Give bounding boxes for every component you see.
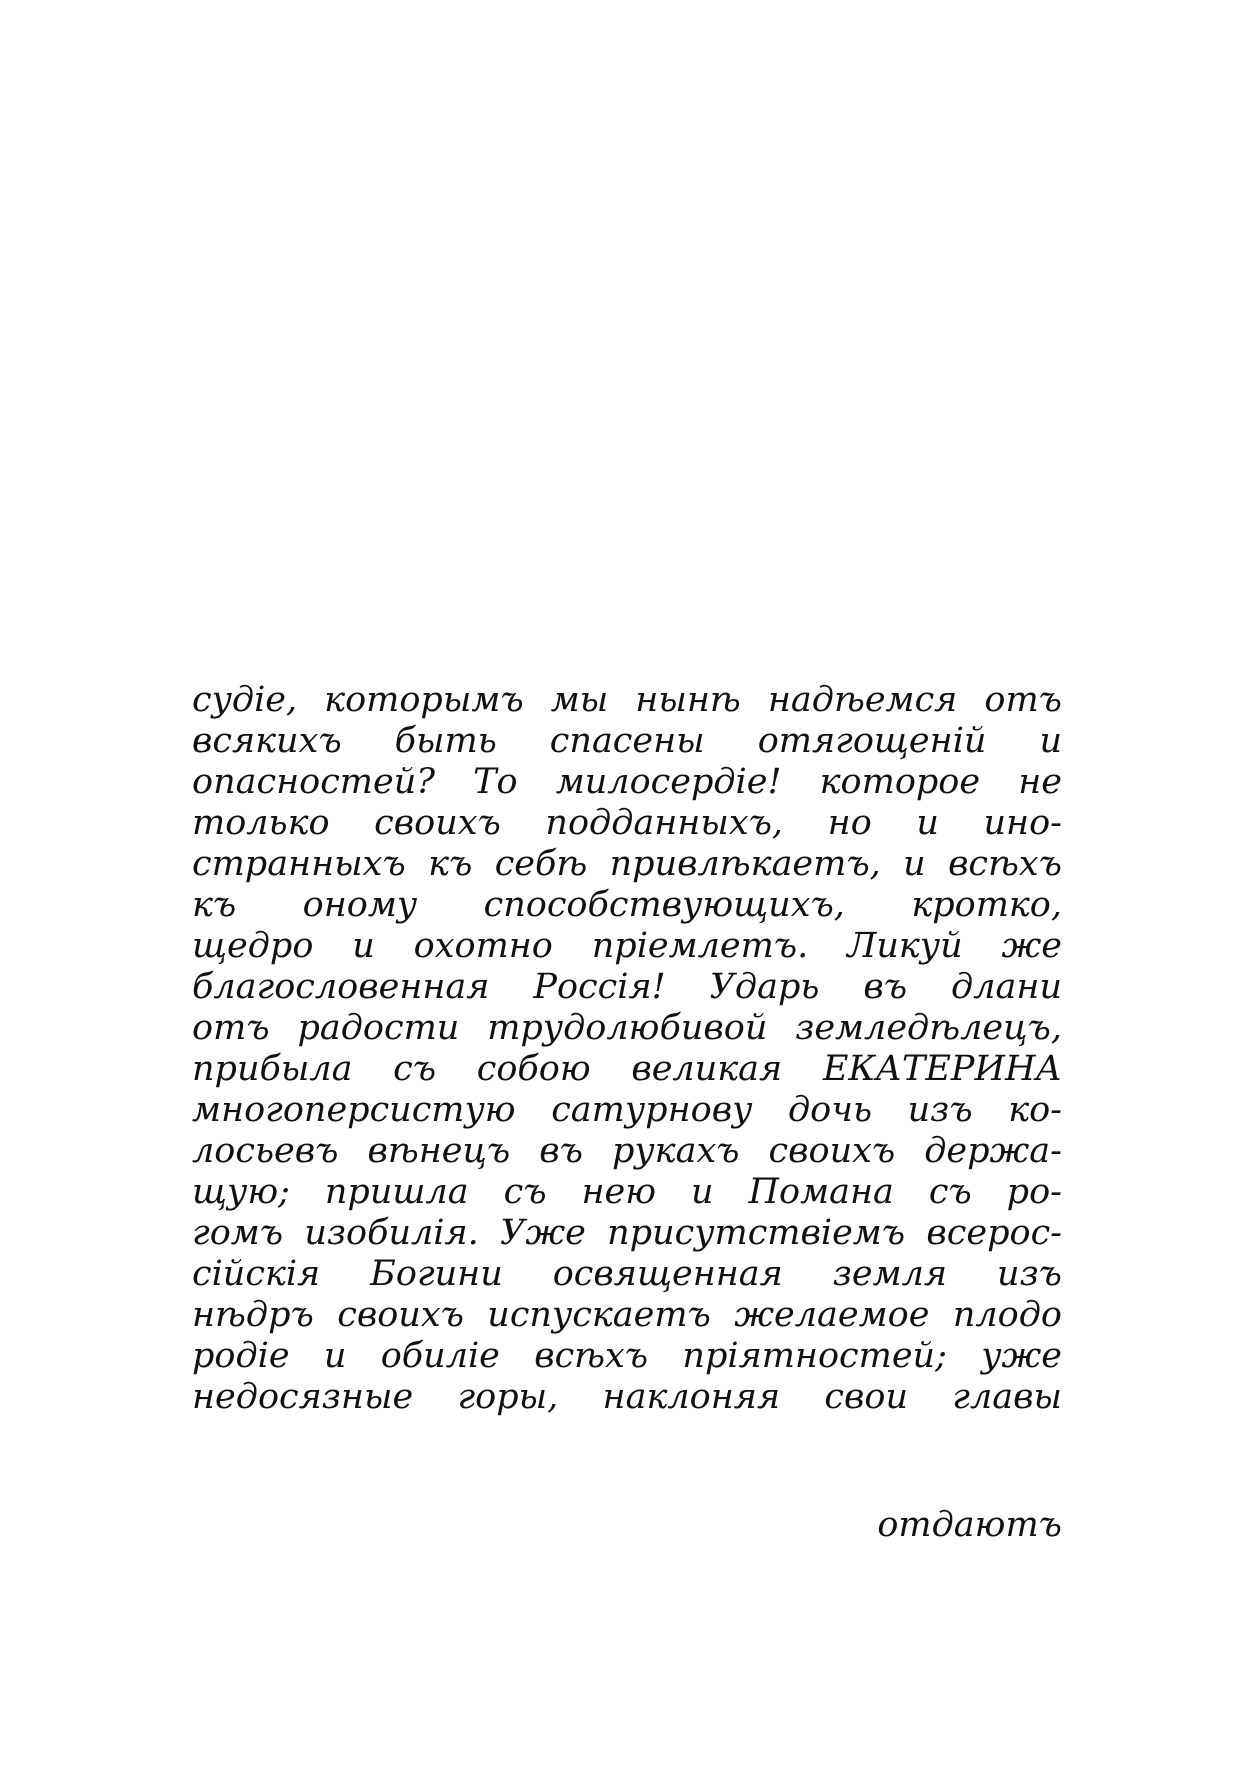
text-line: нѣдръ своихъ испускаетъ желаемое плодо: [192, 1295, 1062, 1335]
text-line: многоперсистую сатурнову дочь изъ ко-: [192, 1090, 1062, 1130]
text-line: отъ радости трудолюбивой земледѣлецъ,: [192, 1008, 1062, 1048]
text-line: къ оному способствующихъ, кротко,: [192, 885, 1062, 925]
text-line: щедро и охотно пріемлетъ. Ликуй же: [192, 926, 1062, 966]
text-line: всякихъ быть спасены отягощеній и: [192, 721, 1062, 761]
text-line: недосязные горы, наклоняя свои главы: [192, 1377, 1062, 1417]
text-line: опасностей? То милосердіе! которое не: [192, 762, 1062, 802]
body-text: [192, 680, 1062, 1418]
text-line: прибыла съ собою великая ЕКАТЕРИНА: [192, 1049, 1062, 1089]
text-line: щую; пришла съ нею и Помана съ ро-: [192, 1172, 1062, 1212]
text-line: судіе, которымъ мы нынѣ надѣемся отъ: [192, 680, 1062, 720]
text-line: родіе и обиліе всѣхъ пріятностей; уже: [192, 1336, 1062, 1376]
catchword: отдаютъ: [877, 1505, 1062, 1545]
text-line: гомъ изобилія. Уже присутствіемъ всерос-: [192, 1213, 1062, 1253]
text-line: лосьевъ вѣнецъ въ рукахъ своихъ держа-: [192, 1131, 1062, 1171]
text-line: благословенная Россія! Ударь въ длани: [192, 967, 1062, 1007]
text-line: только своихъ подданныхъ, но и ино-: [192, 803, 1062, 843]
text-line: сійскія Богини освященная земля изъ: [192, 1254, 1062, 1294]
text-line: странныхъ къ себѣ привлѣкаетъ, и всѣхъ: [192, 844, 1062, 884]
